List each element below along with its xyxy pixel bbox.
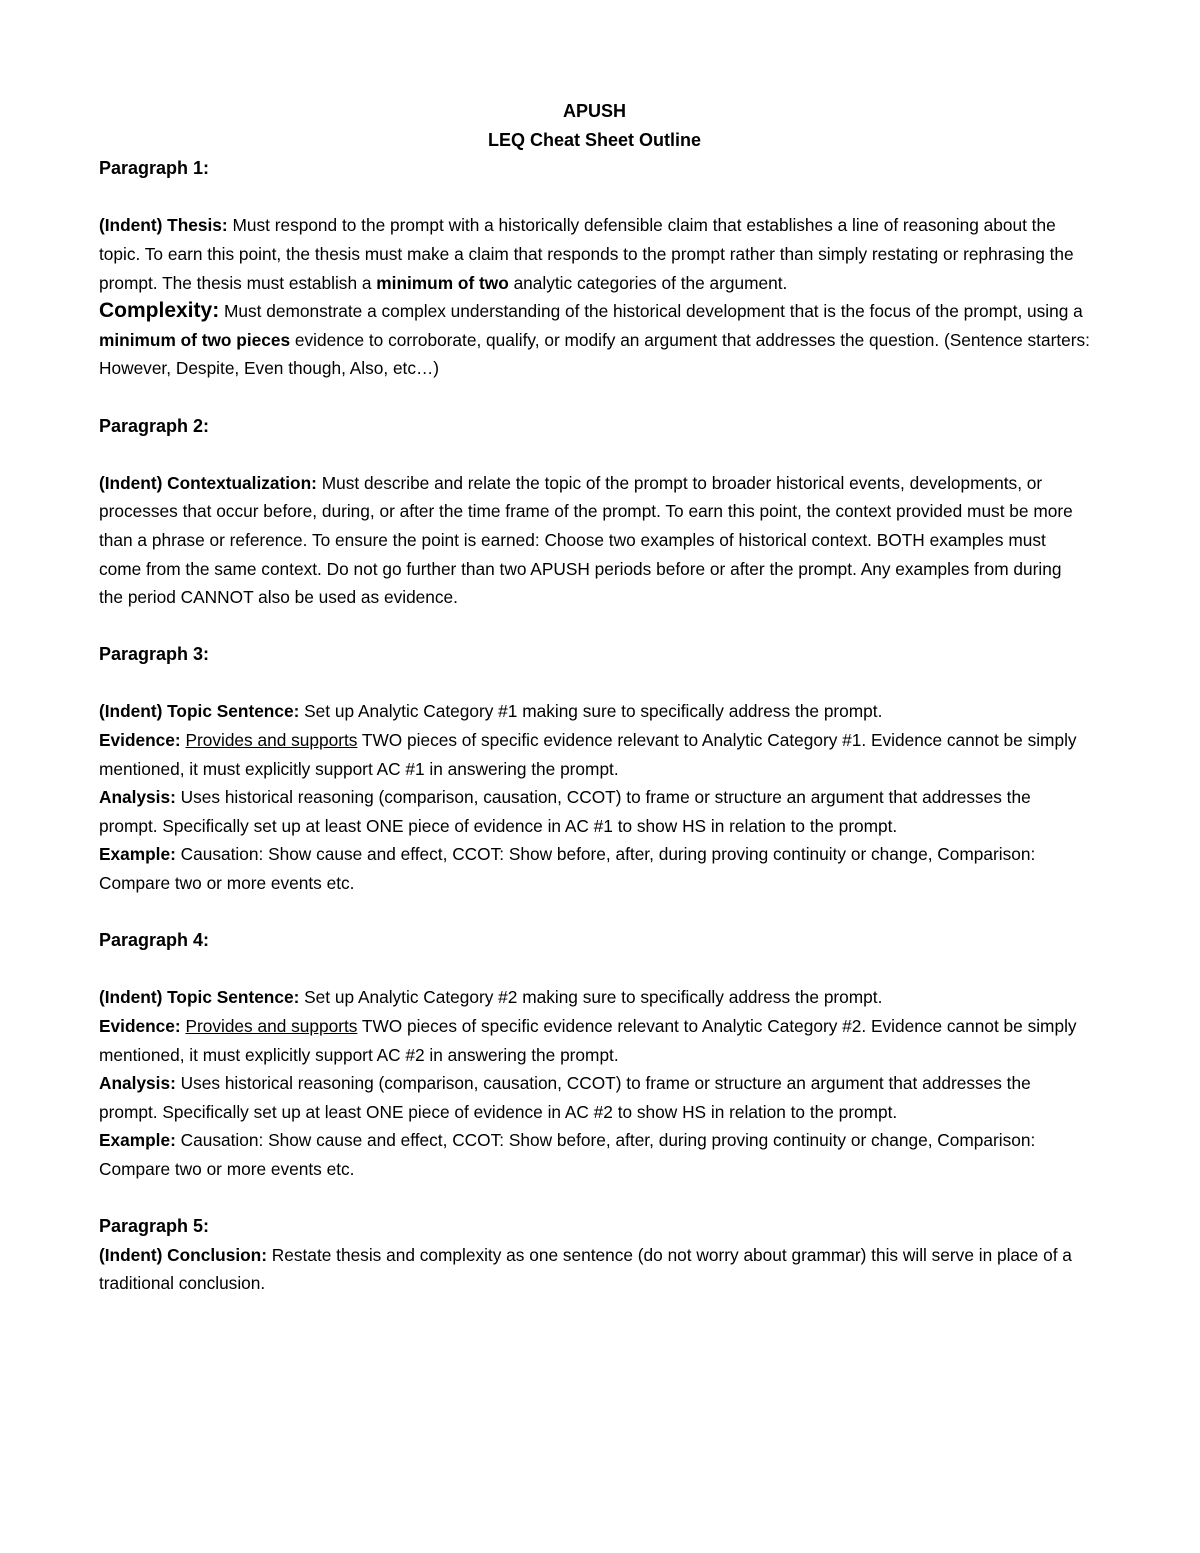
p3-analysis-label: Analysis: bbox=[99, 787, 176, 808]
p4-analysis-label: Analysis: bbox=[99, 1073, 176, 1094]
thesis-text-2: analytic categories of the argument. bbox=[508, 272, 788, 293]
p4-evidence-block bbox=[99, 1012, 1090, 1069]
p4-analysis-block bbox=[99, 1069, 1090, 1126]
course-title: APUSH bbox=[562, 101, 626, 121]
document-title: LEQ Cheat Sheet Outline bbox=[487, 129, 702, 150]
conclusion-text: Restate thesis and complexity as one sentence (do not worry about grammar) this will serve in place of a traditional conclusion. bbox=[99, 1244, 1072, 1294]
paragraph-5-heading: Paragraph 5: bbox=[99, 1216, 210, 1237]
conclusion-label: (Indent) Conclusion: bbox=[99, 1244, 267, 1265]
p3-evidence-block bbox=[99, 726, 1090, 783]
paragraph-4-heading: Paragraph 4: bbox=[99, 930, 210, 951]
p3-evidence-underlined: Provides and supports bbox=[185, 730, 358, 751]
paragraph-1-heading: Paragraph 1: bbox=[99, 158, 210, 179]
p4-example-text: Causation: Show cause and effect, CCOT: Show before, after, during proving continuity or change, Comparison: Compare two or more events etc. bbox=[99, 1130, 1036, 1179]
complexity-emphasis: minimum of two pieces bbox=[99, 329, 291, 350]
contextualization-label: (Indent) Contextualization: bbox=[99, 472, 317, 493]
thesis-block bbox=[99, 211, 1090, 297]
p4-evidence-underlined: Provides and supports bbox=[185, 1016, 358, 1036]
thesis-label: (Indent) Thesis: bbox=[99, 215, 228, 236]
p3-topic-text: Set up Analytic Category #1 making sure to specifically address the prompt. bbox=[299, 701, 883, 722]
p4-analysis-text: Uses historical reasoning (comparison, causation, CCOT) to frame or structure an argument that addresses the prompt. Specifically set up at least ONE piece of evidence in AC #2 to show HS in relation to the prompt. bbox=[99, 1073, 1031, 1122]
thesis-text-1: Must respond to the prompt with a historically defensible claim that establishes a line of reasoning about the topic. To earn this point, the thesis must make a claim that responds to the prompt rather than simply restating or rephrasing the prompt. The thesis must establish a bbox=[99, 215, 1074, 293]
p4-example-block bbox=[99, 1126, 1090, 1183]
complexity-block bbox=[99, 297, 1090, 383]
contextualization-block bbox=[99, 469, 1090, 612]
p3-evidence-text: TWO pieces of specific evidence relevant to Analytic Category #1. Evidence cannot be simply mentioned, it must explicitly support AC #1 in answering the prompt. bbox=[99, 730, 1077, 779]
p4-topic-block bbox=[99, 983, 1090, 1012]
p4-evidence-label: Evidence: bbox=[99, 1016, 181, 1036]
p4-topic-label: (Indent) Topic Sentence: bbox=[99, 987, 300, 1008]
p4-example-label: Example: bbox=[99, 1130, 176, 1151]
p3-example-block bbox=[99, 840, 1090, 897]
paragraph-3-heading: Paragraph 3: bbox=[99, 644, 210, 665]
complexity-label: Complexity: bbox=[99, 299, 220, 323]
p3-topic-block bbox=[99, 697, 1090, 726]
p4-topic-text: Set up Analytic Category #2 making sure to specifically address the prompt. bbox=[299, 987, 883, 1008]
contextualization-text: Must describe and relate the topic of the prompt to broader historical events, developments, or processes that occur before, during, or after the time frame of the prompt. To earn this point, the context provided must be more than a phrase or reference. To ensure the point is earned: Choose two examples of historical context. BOTH examples must come from the same context. Do not go further than two APUSH periods before or after the prompt. Any examples from during the period CANNOT also be used as evidence. bbox=[99, 472, 1073, 608]
p3-analysis-text: Uses historical reasoning (comparison, causation, CCOT) to frame or structure an argument that addresses the prompt. Specifically set up at least ONE piece of evidence in AC #1 to show HS in relation to the prompt. bbox=[99, 787, 1031, 836]
complexity-text-2: evidence to corroborate, qualify, or modify an argument that addresses the question. (Sentence starters: However, Despite, Even though, Also, etc…) bbox=[99, 329, 1090, 379]
conclusion-block bbox=[99, 1241, 1090, 1298]
p4-evidence-text: TWO pieces of specific evidence relevant to Analytic Category #2. Evidence cannot be simply mentioned, it must explicitly support AC #2 in answering the prompt. bbox=[99, 1016, 1077, 1065]
paragraph-2-heading: Paragraph 2: bbox=[99, 415, 210, 436]
p3-topic-label: (Indent) Topic Sentence: bbox=[99, 701, 300, 722]
p3-example-text: Causation: Show cause and effect, CCOT: Show before, after, during proving continuity or change, Comparison: Compare two or more events etc. bbox=[99, 844, 1036, 894]
p3-example-label: Example: bbox=[99, 844, 176, 865]
p3-analysis-block bbox=[99, 783, 1090, 840]
complexity-text-1: Must demonstrate a complex understanding of the historical development that is the focus of the prompt, using a bbox=[219, 301, 1083, 322]
p3-evidence-label: Evidence: bbox=[99, 730, 181, 751]
thesis-emphasis: minimum of two bbox=[376, 272, 509, 293]
